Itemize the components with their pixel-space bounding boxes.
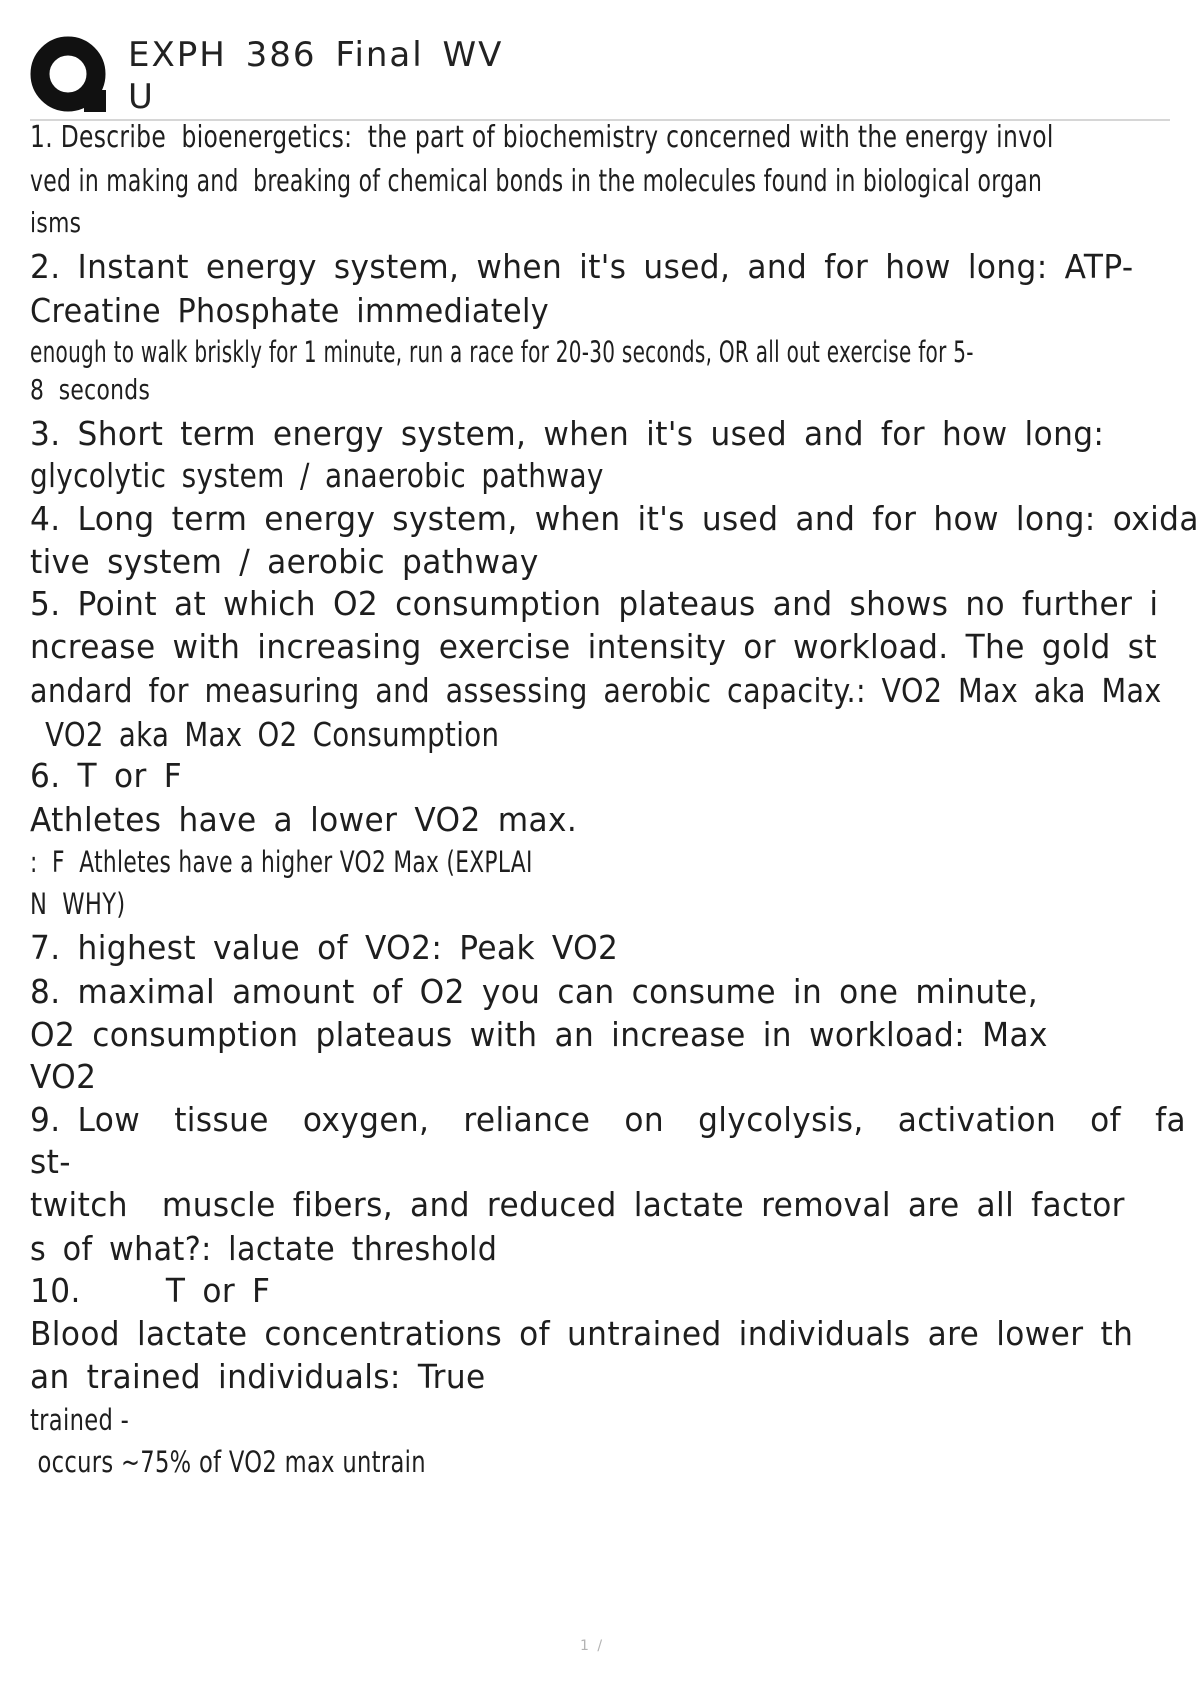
text-line: Blood lactate concentrations of untrained individuals are lower th [30, 1315, 1134, 1353]
text-line: isms [30, 206, 82, 239]
text-line: st- [30, 1143, 71, 1181]
text-line: 5. Point at which O2 consumption plateaus and shows no further i [30, 585, 1159, 623]
text-line: 1. Describe bioenergetics: the part of biochemistry concerned with the energy invol [30, 120, 1054, 155]
text-line: tive system / aerobic pathway [30, 543, 539, 581]
text-line: ved in making and breaking of chemical bonds in the molecules found in biological organ [30, 164, 1043, 199]
text-line: N WHY) [30, 887, 126, 921]
text-line: glycolytic system / anaerobic pathway [30, 457, 604, 495]
q-logo-icon [30, 32, 112, 122]
text-line: 6. T or F [30, 757, 183, 795]
text-line: 3. Short term energy system, when it's used and for how long: [30, 415, 1105, 453]
text-line: an trained individuals: True [30, 1358, 486, 1396]
text-line: 8 seconds [30, 373, 151, 406]
text-line: 7. highest value of VO2: Peak VO2 [30, 929, 619, 967]
text-line: Athletes have a lower VO2 max. [30, 801, 578, 839]
text-line: 4. Long term energy system, when it's used and for how long: oxida [30, 500, 1199, 538]
text-line: 2. Instant energy system, when it's used, and for how long: ATP- [30, 248, 1134, 286]
text-line: 8. maximal amount of O2 you can consume in one minute, [30, 973, 1039, 1011]
text-line: trained - [30, 1403, 130, 1437]
text-line: enough to walk briskly for 1 minute, run a race for 20-30 seconds, OR all out exercise for 5- [30, 335, 974, 369]
text-line: twitch muscle fibers, and reduced lactate removal are all factor [30, 1186, 1125, 1224]
page-number: 1 / [580, 1638, 605, 1654]
text-line: VO2 [30, 1058, 97, 1096]
text-line: occurs ~75% of VO2 max untrain [30, 1445, 426, 1479]
text-line: 9. Low tissue oxygen, reliance on glycolysis, activation of fa [30, 1101, 1186, 1139]
text-line: 10. T or F [30, 1272, 271, 1310]
text-line: VO2 aka Max O2 Consumption [30, 716, 500, 754]
document-header [30, 30, 1170, 122]
text-line: Creatine Phosphate immediately [30, 292, 550, 330]
text-line: ncrease with increasing exercise intensity or workload. The gold st [30, 628, 1157, 666]
document-title: EXPH 386 Final WV U [128, 35, 504, 117]
text-line: s of what?: lactate threshold [30, 1230, 498, 1268]
text-line: O2 consumption plateaus with an increase in workload: Max [30, 1016, 1048, 1054]
text-line: : F Athletes have a higher VO2 Max (EXPLAI [30, 845, 533, 879]
text-line: andard for measuring and assessing aerobic capacity.: VO2 Max aka Max [30, 672, 1162, 710]
